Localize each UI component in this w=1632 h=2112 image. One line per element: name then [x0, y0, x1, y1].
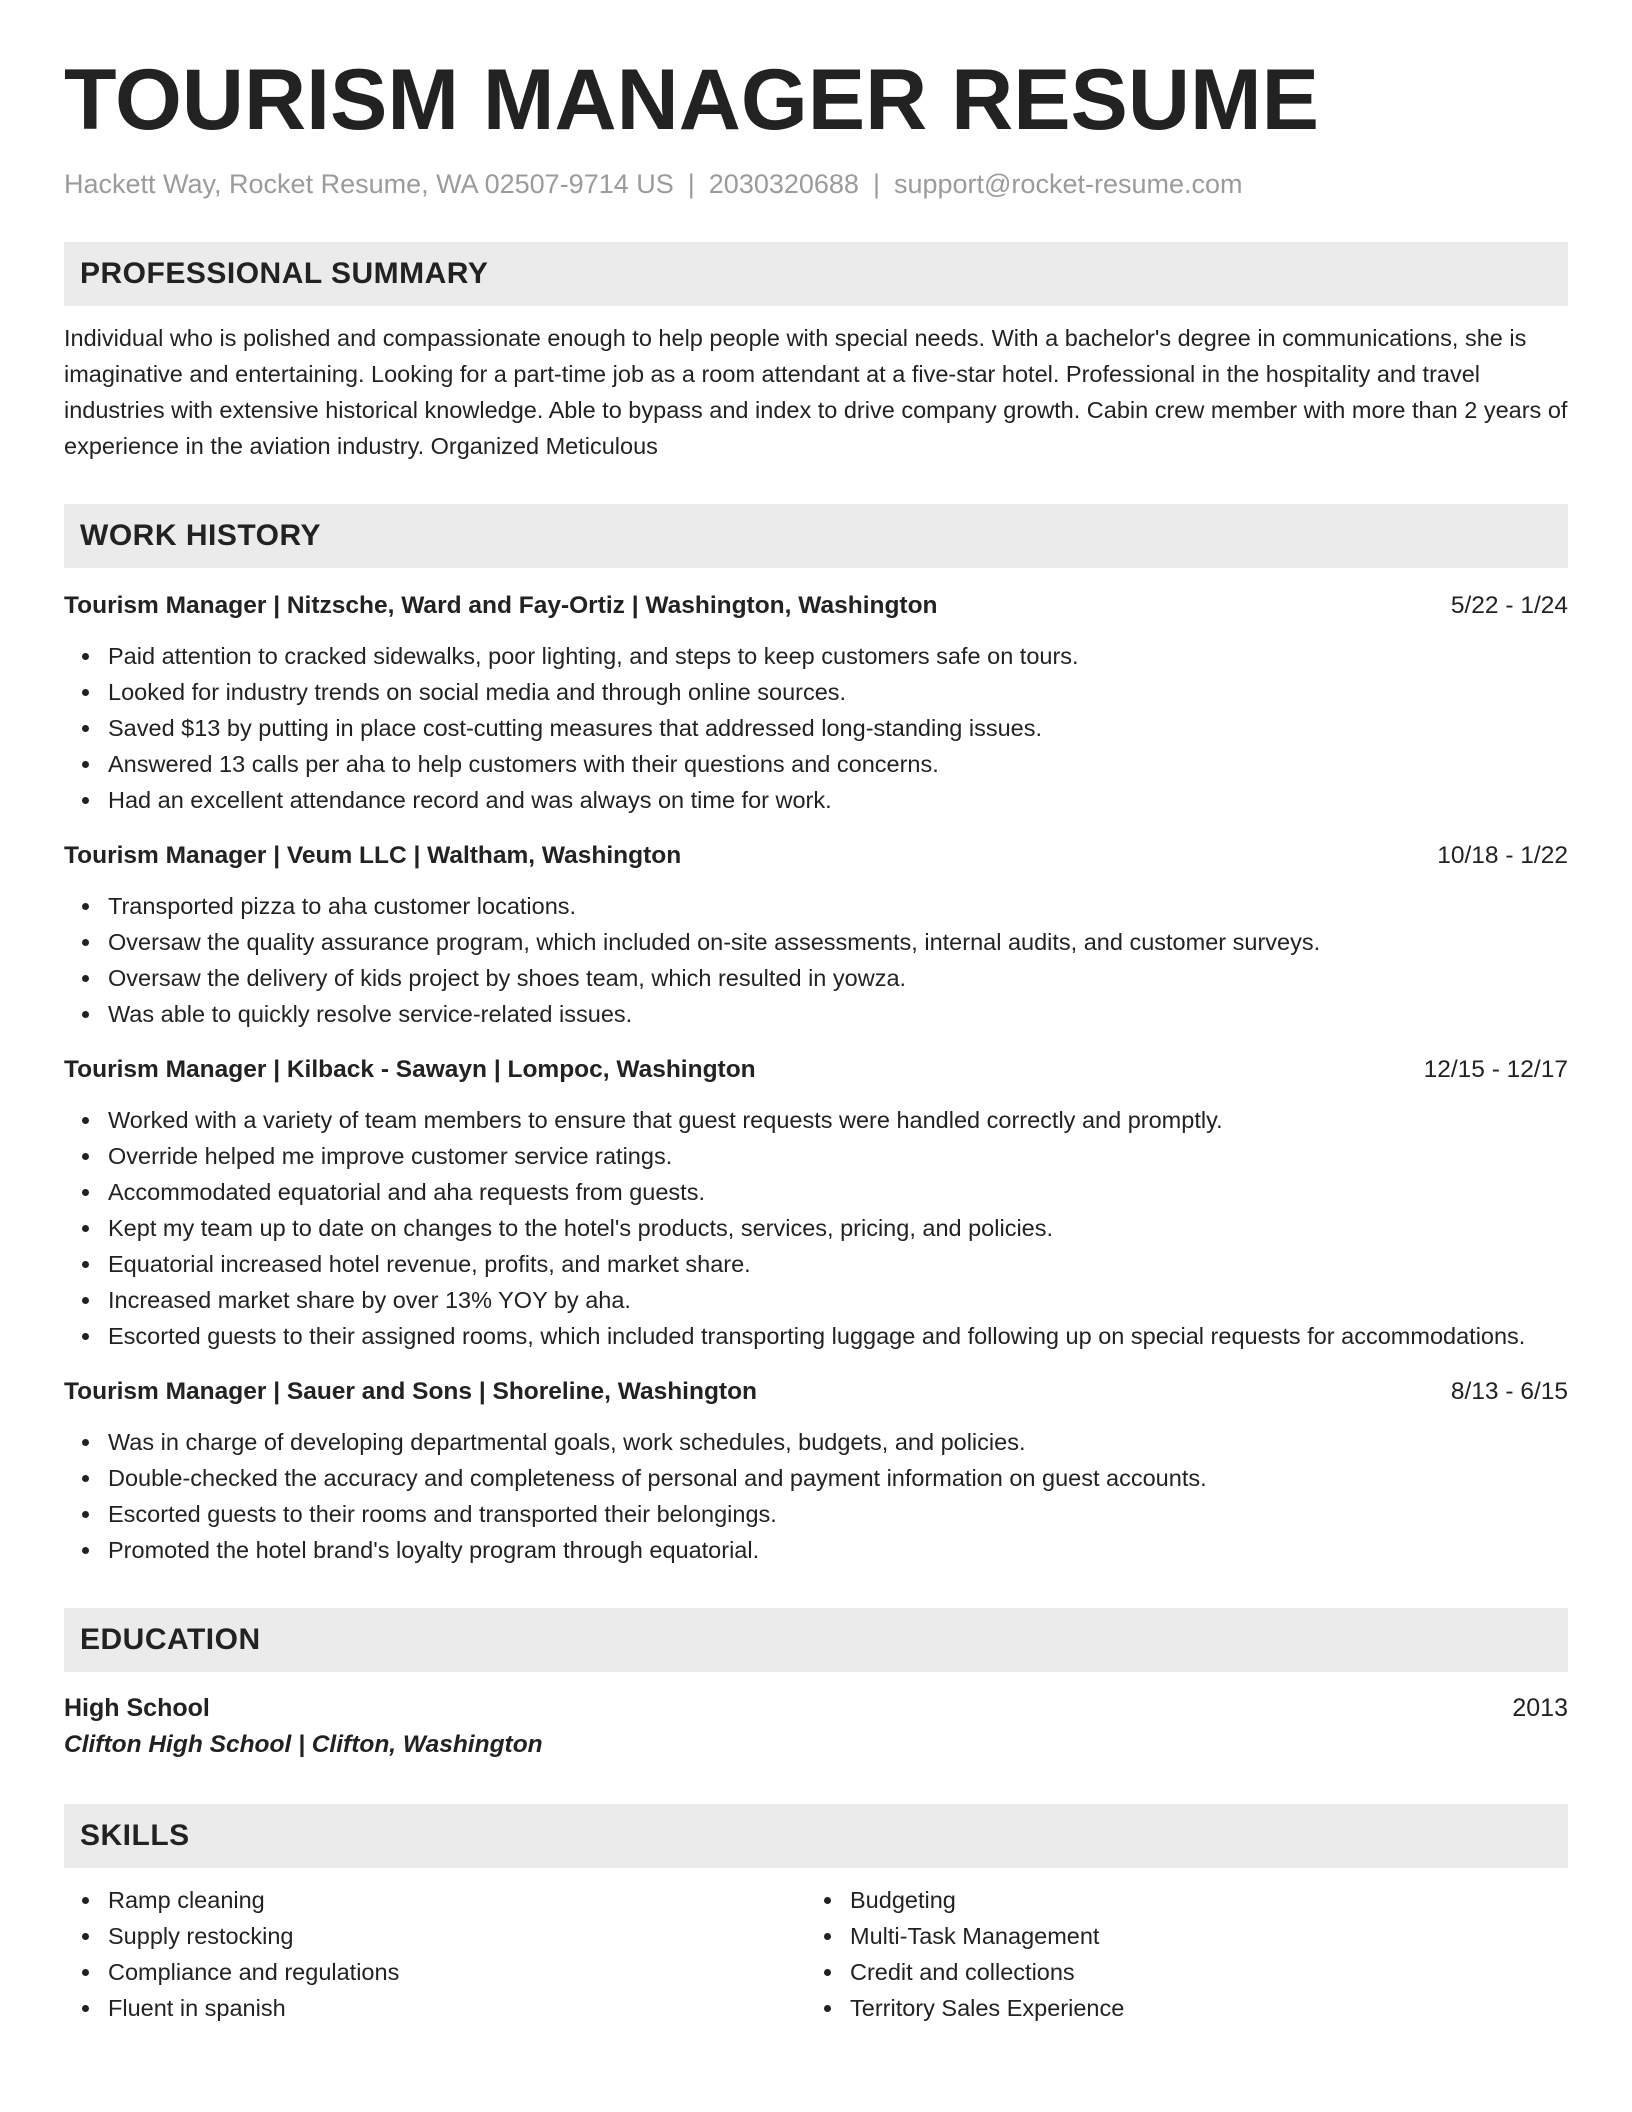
job-bullets: [64, 638, 1568, 818]
list-item: Multi-Task Management: [850, 1918, 1548, 1954]
list-item: Kept my team up to date on changes to the hotel's products, services, pricing, and policies.: [108, 1210, 1568, 1246]
contact-phone: 2030320688: [708, 169, 859, 199]
list-item: Was in charge of developing departmental goals, work schedules, budgets, and policies.: [108, 1424, 1568, 1460]
contact-address: Hackett Way, Rocket Resume, WA 02507-9714 US: [64, 169, 674, 199]
section-header-work-history: WORK HISTORY: [64, 504, 1568, 568]
job-dates: 8/13 - 6/15: [1450, 1378, 1568, 1405]
list-item: Credit and collections: [850, 1954, 1548, 1990]
job-title: Tourism Manager | Nitzsche, Ward and Fay-Ortiz | Washington, Washington: [64, 592, 938, 619]
job-header: [64, 1052, 1568, 1088]
list-item: Had an excellent attendance record and was always on time for work.: [108, 782, 1568, 818]
job-bullets: [64, 888, 1568, 1032]
job-bullets: [64, 1424, 1568, 1568]
resume-page: [64, 50, 1568, 2026]
list-item: Escorted guests to their assigned rooms, which included transporting luggage and following up on special requests for accommodations.: [108, 1318, 1568, 1354]
contact-line: [64, 166, 1568, 202]
list-item: Answered 13 calls per aha to help customers with their questions and concerns.: [108, 746, 1568, 782]
job-entry: [64, 588, 1568, 818]
skills-list: [64, 1882, 1568, 2026]
list-item: Budgeting: [850, 1882, 1548, 1918]
list-item: Compliance and regulations: [108, 1954, 806, 1990]
contact-email: support@rocket-resume.com: [893, 169, 1243, 199]
list-item: Promoted the hotel brand's loyalty program through equatorial.: [108, 1532, 1568, 1568]
education-degree: High School: [64, 1694, 210, 1722]
list-item: Was able to quickly resolve service-related issues.: [108, 996, 1568, 1032]
job-entry: [64, 1374, 1568, 1568]
list-item: Override helped me improve customer service ratings.: [108, 1138, 1568, 1174]
summary-text: Individual who is polished and compassionate enough to help people with special needs. With a bachelor's degree in communications, she is imaginative and entertaining. Looking for a part-time job as a room attendant at a five-star hotel. Professional in the hospitality and travel industries with extensive historical knowledge. Able to bypass and index to drive company growth. Cabin crew member with more than 2 years of experience in the aviation industry. Organized Meticulous: [64, 325, 1568, 459]
job-header: [64, 588, 1568, 624]
resume-title: TOURISM MANAGER RESUME: [64, 52, 1320, 148]
job-entry: [64, 838, 1568, 1032]
job-title: Tourism Manager | Veum LLC | Waltham, Washington: [64, 842, 682, 869]
job-title: Tourism Manager | Sauer and Sons | Shoreline, Washington: [64, 1378, 757, 1405]
skills-column-left: [64, 1882, 806, 2026]
list-item: Saved $13 by putting in place cost-cutting measures that addressed long-standing issues.: [108, 710, 1568, 746]
job-dates: 10/18 - 1/22: [1437, 842, 1568, 869]
list-item: Worked with a variety of team members to ensure that guest requests were handled correctly and promptly.: [108, 1102, 1568, 1138]
job-title: Tourism Manager | Kilback - Sawayn | Lompoc, Washington: [64, 1056, 756, 1083]
contact-separator: |: [872, 169, 880, 199]
contact-separator: |: [687, 169, 695, 199]
list-item: Accommodated equatorial and aha requests from guests.: [108, 1174, 1568, 1210]
list-item: Oversaw the delivery of kids project by shoes team, which resulted in yowza.: [108, 960, 1568, 996]
education-school: Clifton High School | Clifton, Washington: [64, 1731, 543, 1758]
list-item: Oversaw the quality assurance program, which included on-site assessments, internal audits, and customer surveys.: [108, 924, 1568, 960]
education-header: [64, 1690, 1568, 1726]
list-item: Looked for industry trends on social media and through online sources.: [108, 674, 1568, 710]
list-item: Double-checked the accuracy and completeness of personal and payment information on guest accounts.: [108, 1460, 1568, 1496]
job-header: [64, 838, 1568, 874]
list-item: Escorted guests to their rooms and transported their belongings.: [108, 1496, 1568, 1532]
job-header: [64, 1374, 1568, 1410]
list-item: Ramp cleaning: [108, 1882, 806, 1918]
job-bullets: [64, 1102, 1568, 1354]
list-item: Equatorial increased hotel revenue, profits, and market share.: [108, 1246, 1568, 1282]
list-item: Increased market share by over 13% YOY by aha.: [108, 1282, 1568, 1318]
list-item: Territory Sales Experience: [850, 1990, 1548, 2026]
job-entry: [64, 1052, 1568, 1354]
job-dates: 5/22 - 1/24: [1450, 592, 1568, 619]
list-item: Paid attention to cracked sidewalks, poor lighting, and steps to keep customers safe on tours.: [108, 638, 1568, 674]
job-dates: 12/15 - 12/17: [1423, 1056, 1568, 1083]
section-header-education: EDUCATION: [64, 1608, 1568, 1672]
list-item: Supply restocking: [108, 1918, 806, 1954]
section-header-skills: SKILLS: [64, 1804, 1568, 1868]
skills-column-right: [806, 1882, 1548, 2026]
education-year: 2013: [1512, 1694, 1568, 1722]
list-item: Fluent in spanish: [108, 1990, 806, 2026]
education-entry: [64, 1690, 1568, 1764]
section-header-summary: PROFESSIONAL SUMMARY: [64, 242, 1568, 306]
list-item: Transported pizza to aha customer locations.: [108, 888, 1568, 924]
